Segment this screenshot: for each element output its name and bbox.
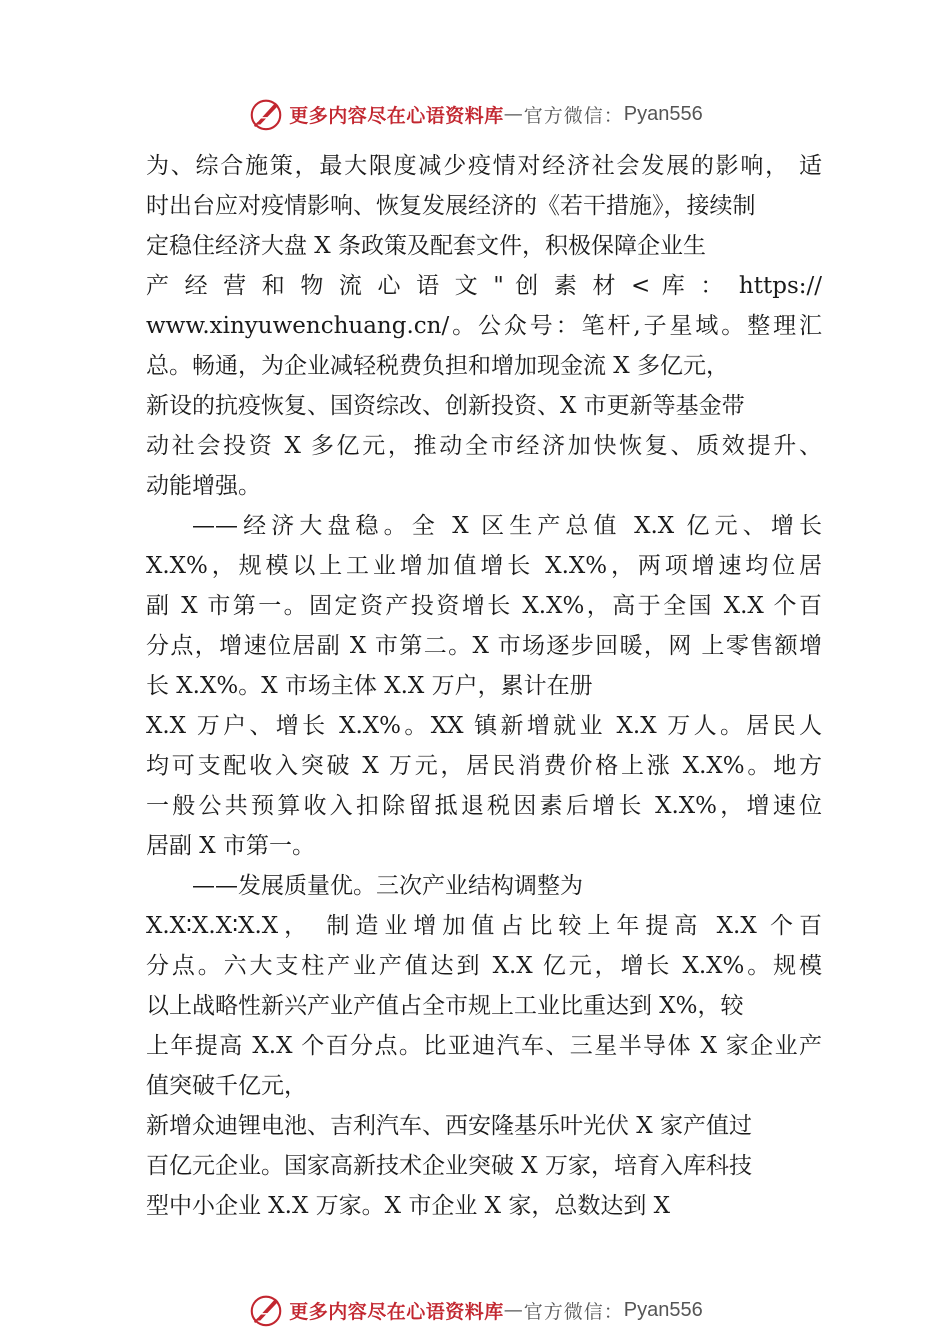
text-line: 值突破千亿元， [146,1073,307,1099]
text-line: X.X%，规模以上工业增加值增长 X.X%，两项增速均位居 [146,553,822,579]
text-line: 新设的抗疫恢复、国资综改、创新投资、X 市更新等基金带 [146,393,745,419]
footer-banner-subtitle: 官方微信： [523,1300,624,1323]
quill-logo-icon [247,95,285,133]
text-line: ——经济大盘稳。全 X 区生产总值 X.X 亿元、增长 [192,513,822,539]
footer-banner-dash: — [503,1299,524,1321]
text-line: 一般公共预算收入扣除留抵退税因素后增长 X.X%，增速位 [146,793,822,819]
text-line: X.X 万户、增长 X.X%。XX 镇新增就业 X.X 万人。居民人 [146,713,822,739]
text-line: 型中小企业 X.X 万家。X 市企业 X 家，总数达到 X [146,1193,671,1219]
text-line: 新增众迪锂电池、吉利汽车、西安隆基乐叶光伏 X 家产值过 [146,1113,752,1139]
text-line: 上年提高 X.X 个百分点。比亚迪汽车、三星半导体 X 家企业产 [146,1033,822,1059]
footer-banner-title: 更多内容尽在心语资料库 [289,1300,504,1323]
text-line: X.X∶X.X∶X.X， 制造业增加值占比较上年提高 X.X 个百 [146,913,822,939]
text-line: 动能增强。 [146,473,261,499]
footer-banner-wechat-id: Pyan556 [623,1298,703,1321]
text-line: 长 X.X%。X 市场主体 X.X 万户，累计在册 [146,673,593,699]
footer-banner [0,1288,950,1332]
text-line: 总。畅通，为企业减轻税费负担和增加现金流 X 多亿元， [146,353,729,379]
text-line: 分点，增速位居副 X 市第二。X 市场逐步回暖，网 上零售额增 [146,633,822,659]
text-line: 居副 X 市第一。 [146,833,315,859]
banner-dash: — [503,103,524,125]
text-line: 时出台应对疫情影响、恢复发展经济的《若干措施》，接续制 [146,193,756,219]
quill-logo-icon [247,1291,285,1329]
text-line: 以上战略性新兴产业产值占全市规上工业比重达到 X%，较 [146,993,744,1019]
banner-subtitle: 官方微信： [523,104,624,127]
text-line: 均可支配收入突破 X 万元，居民消费价格上涨 X.X%。地方 [146,753,822,779]
text-line: 副 X 市第一。固定资产投资增长 X.X%，高于全国 X.X 个百 [146,593,822,619]
text-line: 动社会投资 X 多亿元，推动全市经济加快恢复、质效提升、 [146,433,822,459]
text-line: www.xinyuwenchuang.cn/。公众号：笔杆,子星域。整理汇 [146,313,822,339]
banner-title: 更多内容尽在心语资料库 [289,104,504,127]
text-line: 定稳住经济大盘 X 条政策及配套文件，积极保障企业生 [146,233,706,259]
text-line: ——发展质量优。三次产业结构调整为 [192,873,583,899]
text-line: 百亿元企业。国家高新技术企业突破 X 万家，培育入库科技 [146,1153,752,1179]
text-line: 分点。六大支柱产业产值达到 X.X 亿元，增长 X.X%。规模 [146,953,822,979]
header-banner [0,92,950,136]
text-line: 为、综合施策，最大限度减少疫情对经济社会发展的影响， 适 [146,153,822,179]
banner-wechat-id: Pyan556 [623,102,703,125]
text-line: 产 经 营 和 物 流 心 语 文 " 创 素 材 < 库 ： https:// [146,273,822,299]
document-body [146,146,822,1226]
